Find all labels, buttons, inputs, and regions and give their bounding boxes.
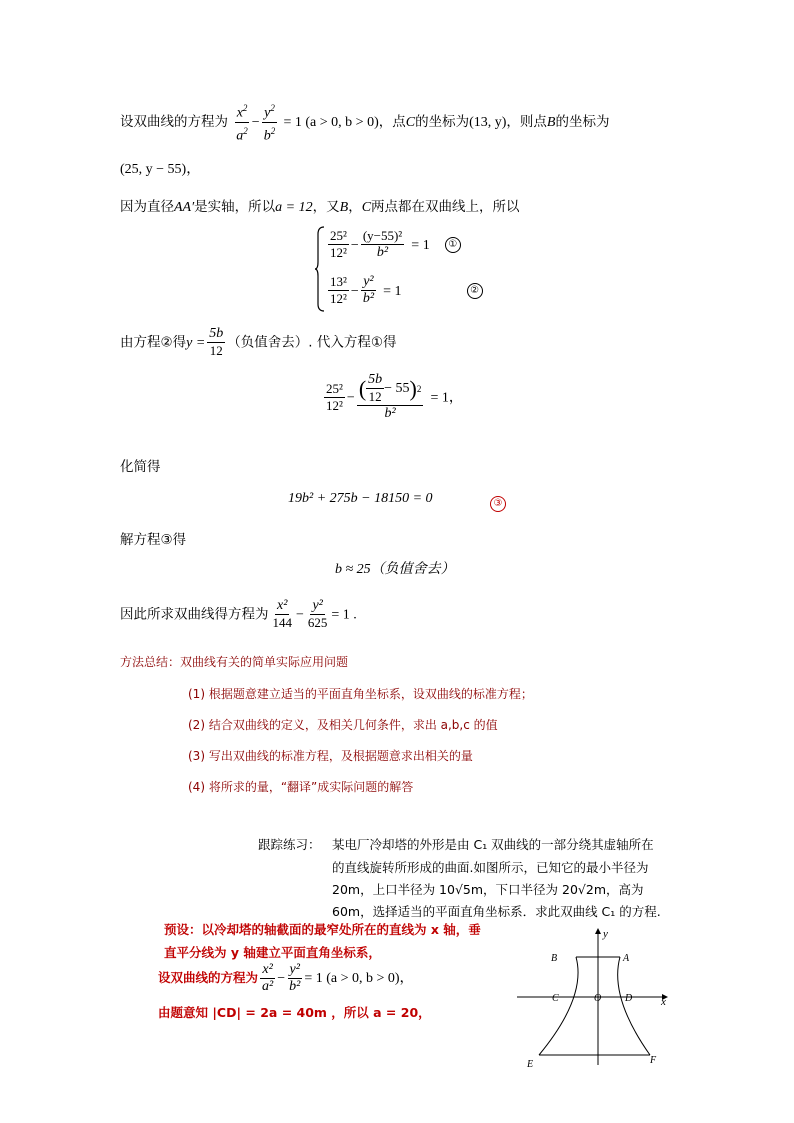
cooling-tower-figure	[515, 925, 675, 1075]
svg-text:A: A	[623, 953, 630, 964]
solution-line: 由题意知 |CD| = 2a = 40m ，所以 a = 20，	[158, 1005, 431, 1020]
frac-y2b2: $\frac{y^2}{b^2}$	[262, 100, 278, 144]
equation-b: b ≈ 25（负值舍去）	[335, 562, 455, 577]
svg-text:D: D	[625, 993, 633, 1004]
para3: 由方程②得y = $\frac{5b}{12}$ （负值舍去）. 代入方程①得	[120, 326, 397, 358]
method-item: (2) 结合双曲线的定义，及相关几何条件，求出 a,b,c 的值	[188, 718, 498, 732]
svg-text:x: x	[661, 996, 666, 1008]
solution-equation: 设双曲线的方程为 $\frac{\text{x²}}{\text{a²}}$ − $\frac{\text{y²}}{\text{b²}}$ = 1 (a > 0, b > 0)，	[158, 962, 414, 994]
equation-number-3: ③	[490, 493, 506, 512]
svg-text:y: y	[603, 928, 608, 940]
practice-line: 20m，上口半径为 10√5m，下口半径为 20√2m，高为	[332, 882, 644, 897]
equation-substituted: $\frac{\text{25²}}{\text{12²}}$ − ( $\frac{5b}{12}$ − 55 ) 2 b² = 1，	[326, 372, 463, 421]
svg-text:C: C	[552, 993, 559, 1004]
svg-text:F: F	[650, 1055, 657, 1066]
left-curve	[539, 957, 578, 1055]
method-item: (4) 将所求的量，“翻译”成实际问题的解答	[188, 780, 414, 794]
system-brace	[314, 226, 326, 312]
method-title: 方法总结：双曲线有关的简单实际应用问题	[120, 655, 349, 669]
para5: 解方程③得	[120, 532, 187, 548]
solution-line: 直平分线为 y 轴建立平面直角坐标系，	[164, 945, 381, 960]
practice-line: 60m，选择适当的平面直角坐标系．求此双曲线 C₁ 的方程.	[332, 904, 661, 919]
svg-text:B: B	[551, 953, 558, 964]
system-line1: $\frac{\text{25²}}{\text{12²}}$ − $\frac{\text{(y−55)²}}{\text{b²}}$ = 1 ①	[326, 228, 461, 261]
practice-label: 跟踪练习：	[258, 837, 321, 852]
system-line2: $\frac{\text{13²}}{\text{12²}}$ − $\frac{\text{y²}}{\text{b²}}$ = 1 ②	[326, 274, 483, 307]
method-item: (3) 写出双曲线的标准方程，及根据题意求出相关的量	[188, 749, 473, 763]
figure-svg	[515, 925, 675, 1075]
right-curve	[618, 957, 650, 1055]
para2: 因为直径AA′是实轴，所以a = 12，又B，C两点都在双曲线上，所以	[120, 199, 520, 215]
practice-line: 某电厂冷却塔的外形是由 C₁ 双曲线的一部分绕其虚轴所在	[332, 837, 654, 852]
frac-x2a2: $\frac{x^2}{a^2}$	[234, 100, 250, 144]
solution-line: 预设：以冷却塔的轴截面的最窄处所在的直线为 x 轴，垂	[164, 922, 481, 937]
para4: 化简得	[120, 459, 161, 475]
para1: 设双曲线的方程为 $\frac{x^2}{a^2}$ − $\frac{y^2}{b^2}$ = 1 (a > 0, b > 0)，点C的坐标为(13, y)，则点B的坐标为	[120, 100, 609, 144]
svg-text:O: O	[594, 993, 602, 1004]
para6: 因此所求双曲线得方程为 $\frac{\text{x²}}{144}$ − $\frac{\text{y²}}{625}$ = 1 .	[120, 598, 357, 630]
svg-text:E: E	[527, 1059, 534, 1070]
equation-quadratic: 19b² + 275b − 18150 = 0	[288, 491, 433, 506]
para1-cont: (25, y − 55)，	[120, 162, 201, 177]
practice-line: 的直线旋转所形成的曲面.如图所示，已知它的最小半径为	[332, 860, 649, 875]
method-item: (1) 根据题意建立适当的平面直角坐标系，设双曲线的标准方程；	[188, 687, 533, 701]
